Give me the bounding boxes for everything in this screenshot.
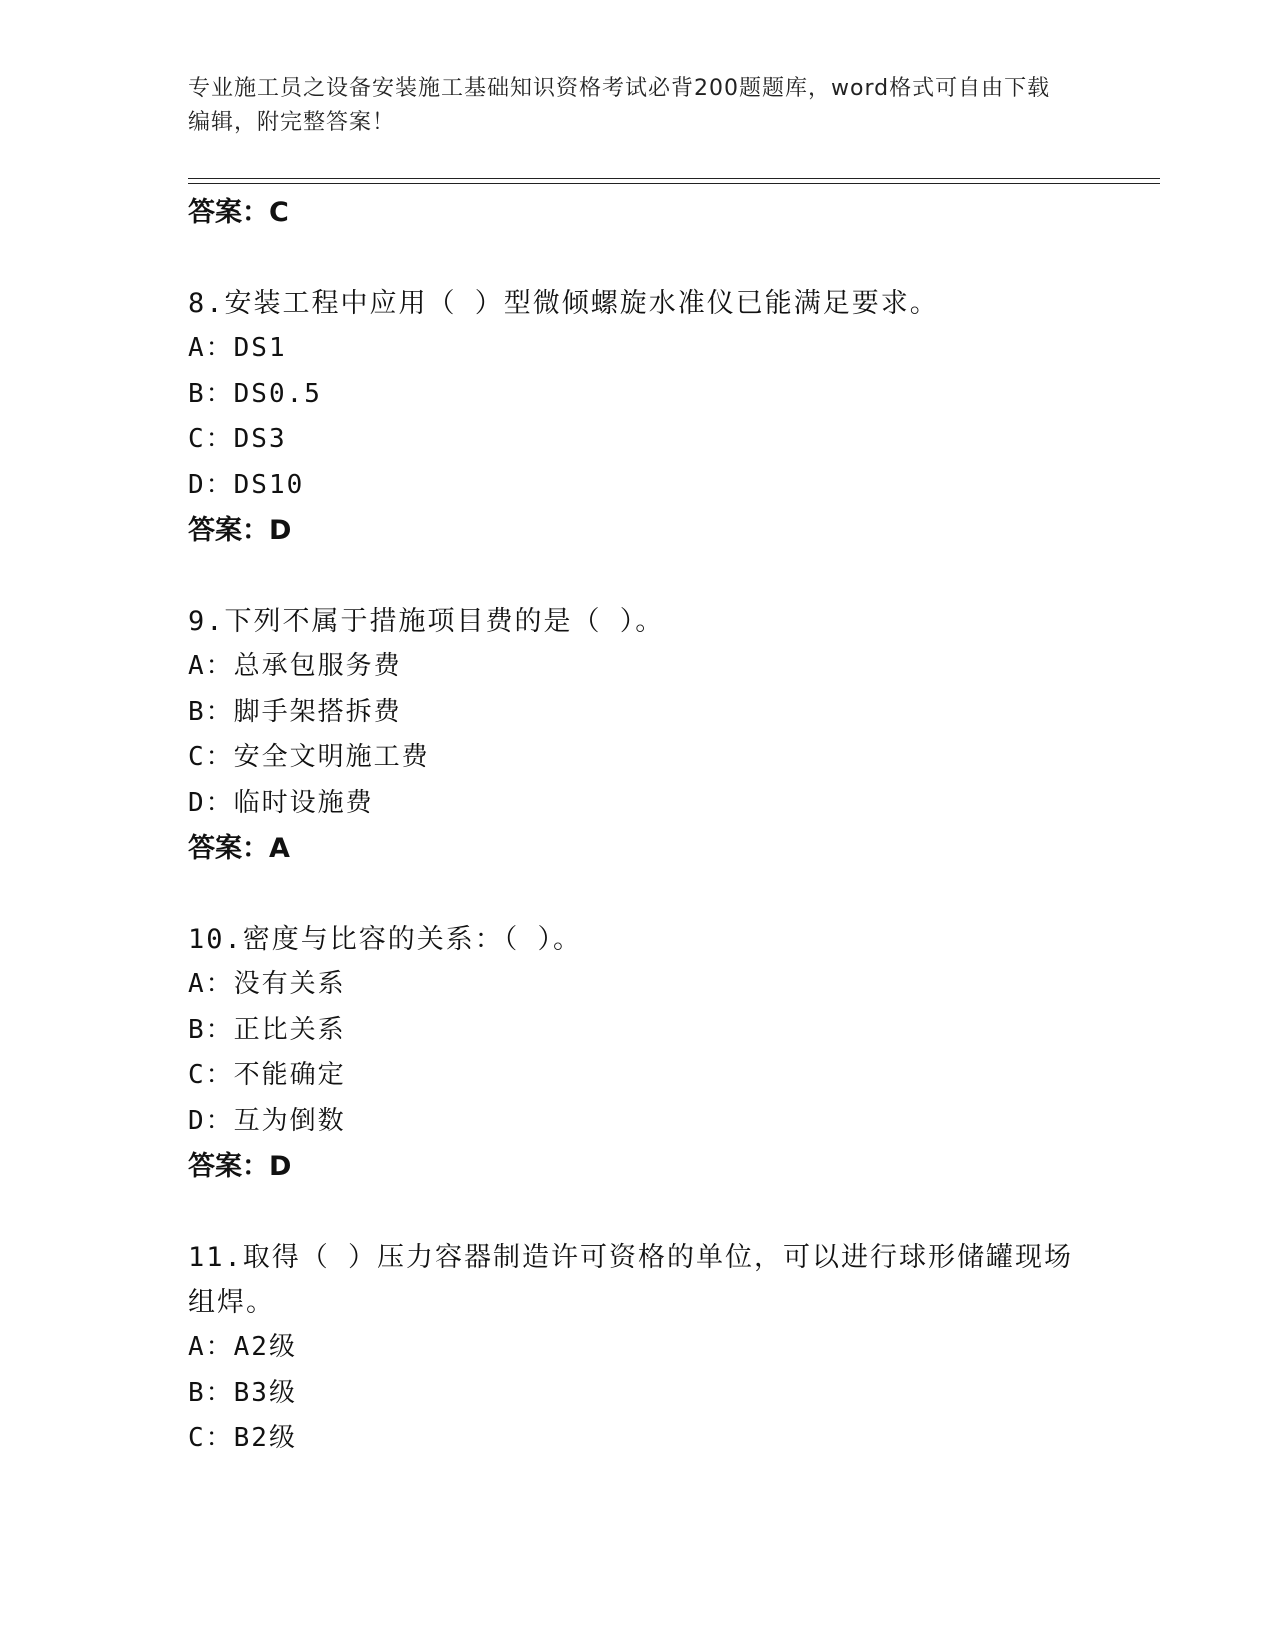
option-c: C：B2级 [188,1423,297,1453]
question-9 [188,599,1088,871]
question-11 [188,1235,1088,1462]
option-d: D：DS10 [188,469,305,500]
option-b: B：脚手架搭拆费 [188,696,402,727]
question-10 [188,917,1088,1189]
option-a: A：没有关系 [188,969,346,999]
option-a: A：A2级 [188,1332,297,1362]
document-header: 专业施工员之设备安装施工基础知识资格考试必背200题题库，word格式可自由下载编辑，附完整答案！ [188,76,1051,135]
option-c: C：安全文明施工费 [188,742,430,772]
option-b: B：正比关系 [188,1014,346,1045]
option-a: A：DS1 [188,333,287,363]
header-rule-top [188,178,1160,179]
question-list [188,190,1088,1462]
answer: 答案：A [188,833,290,864]
previous-answer: 答案：C [188,197,289,228]
question-text: 8.安装工程中应用（ ）型微倾螺旋水准仪已能满足要求。 [188,288,939,319]
question-8 [188,281,1088,553]
option-d: D：临时设施费 [188,787,374,818]
header-rule-bottom [188,183,1160,184]
option-c: C：DS3 [188,424,287,454]
option-b: B：B3级 [188,1377,297,1408]
question-text: 9.下列不属于措施项目费的是（ ）。 [188,606,665,637]
option-c: C：不能确定 [188,1060,346,1090]
question-text: 11.取得（ ）压力容器制造许可资格的单位，可以进行球形储罐现场组焊。 [188,1242,1074,1318]
answer: 答案：D [188,1151,292,1182]
option-b: B：DS0.5 [188,378,322,409]
answer: 答案：D [188,515,292,546]
option-d: D：互为倒数 [188,1105,346,1136]
option-a: A：总承包服务费 [188,651,402,681]
question-text: 10.密度与比容的关系：（ ）。 [188,924,583,955]
